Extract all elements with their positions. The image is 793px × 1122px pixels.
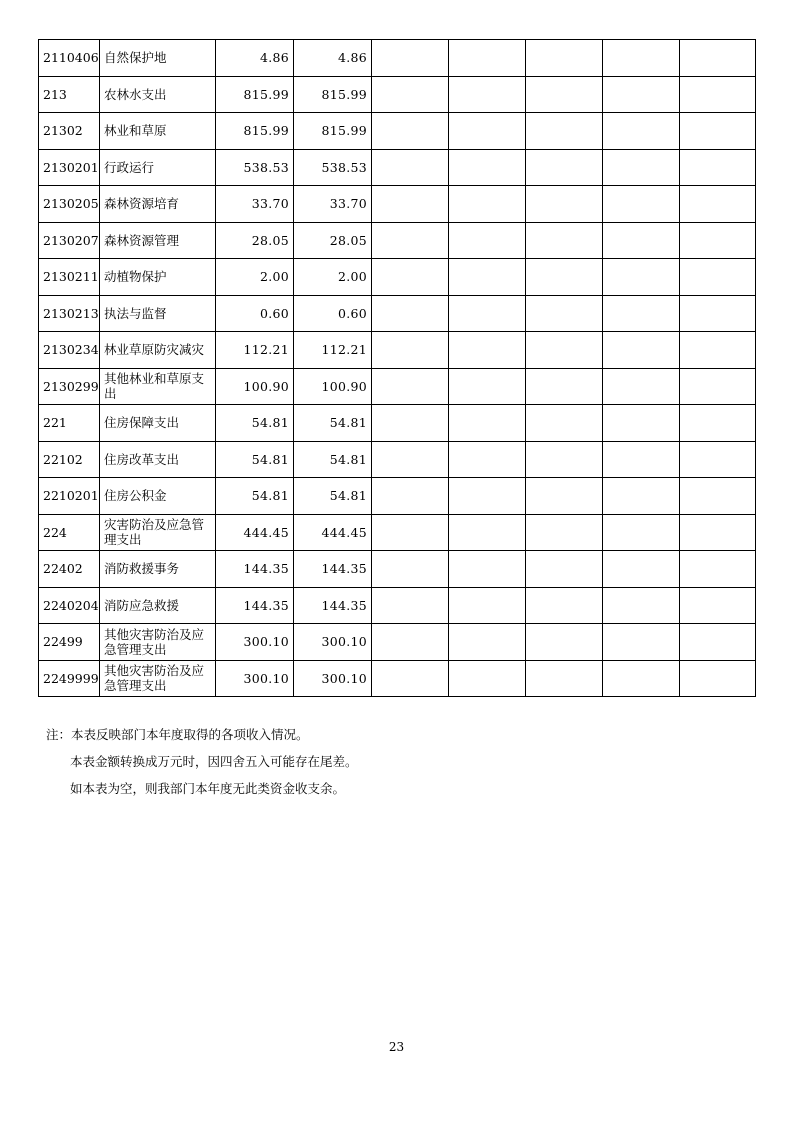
empty-amount-cell bbox=[372, 660, 449, 697]
amount-total-cell: 300.10 bbox=[216, 660, 294, 697]
subject-name-text: 消防救援事务 bbox=[104, 561, 180, 577]
empty-amount-cell bbox=[526, 587, 603, 624]
amount-total-cell: 0.60 bbox=[216, 295, 294, 332]
empty-amount-cell bbox=[526, 149, 603, 186]
subject-name-text: 住房公积金 bbox=[104, 488, 167, 504]
subject-code-cell: 2130213 bbox=[39, 295, 100, 332]
empty-amount-cell bbox=[449, 40, 526, 77]
subject-code-cell: 2110406 bbox=[39, 40, 100, 77]
table-row bbox=[39, 368, 756, 405]
amount-fiscal-cell: 2.00 bbox=[294, 259, 372, 296]
empty-amount-cell bbox=[603, 551, 680, 588]
empty-amount-cell bbox=[449, 368, 526, 405]
empty-amount-cell bbox=[526, 40, 603, 77]
table-row bbox=[39, 405, 756, 442]
subject-code-cell: 2130207 bbox=[39, 222, 100, 259]
table-row bbox=[39, 441, 756, 478]
empty-amount-cell bbox=[680, 587, 756, 624]
empty-amount-cell bbox=[526, 441, 603, 478]
empty-amount-cell bbox=[372, 222, 449, 259]
subject-name-text: 消防应急救援 bbox=[104, 597, 180, 613]
empty-amount-cell bbox=[526, 186, 603, 223]
empty-amount-cell bbox=[449, 587, 526, 624]
subject-name-text: 其他灾害防治及应急管理支出 bbox=[104, 663, 205, 694]
subject-name-cell bbox=[100, 113, 216, 150]
table-row bbox=[39, 186, 756, 223]
empty-amount-cell bbox=[449, 222, 526, 259]
empty-amount-cell bbox=[680, 295, 756, 332]
empty-amount-cell bbox=[603, 40, 680, 77]
note-2: 本表金额转换成万元时，因四舍五入可能存在尾差。 bbox=[70, 754, 358, 769]
subject-name-cell bbox=[100, 186, 216, 223]
amount-total-cell: 815.99 bbox=[216, 113, 294, 150]
table-row bbox=[39, 259, 756, 296]
subject-name-text: 其他灾害防治及应急管理支出 bbox=[104, 626, 205, 657]
empty-amount-cell bbox=[449, 295, 526, 332]
empty-amount-cell bbox=[526, 259, 603, 296]
subject-name-cell bbox=[100, 368, 216, 405]
empty-amount-cell bbox=[680, 259, 756, 296]
amount-total-cell: 100.90 bbox=[216, 368, 294, 405]
amount-total-cell: 4.86 bbox=[216, 40, 294, 77]
empty-amount-cell bbox=[449, 149, 526, 186]
empty-amount-cell bbox=[449, 478, 526, 515]
table-row bbox=[39, 660, 756, 697]
subject-name-text: 住房保障支出 bbox=[104, 415, 180, 431]
amount-total-cell: 144.35 bbox=[216, 587, 294, 624]
subject-name-text: 灾害防治及应急管理支出 bbox=[104, 517, 205, 548]
subject-name-cell bbox=[100, 478, 216, 515]
subject-code-cell: 22102 bbox=[39, 441, 100, 478]
subject-name-cell bbox=[100, 587, 216, 624]
subject-name-cell bbox=[100, 660, 216, 697]
empty-amount-cell bbox=[526, 113, 603, 150]
empty-amount-cell bbox=[372, 587, 449, 624]
empty-amount-cell bbox=[526, 222, 603, 259]
amount-fiscal-cell: 54.81 bbox=[294, 478, 372, 515]
empty-amount-cell bbox=[603, 368, 680, 405]
empty-amount-cell bbox=[449, 551, 526, 588]
empty-amount-cell bbox=[603, 149, 680, 186]
subject-name-cell bbox=[100, 259, 216, 296]
amount-fiscal-cell: 538.53 bbox=[294, 149, 372, 186]
amount-fiscal-cell: 815.99 bbox=[294, 113, 372, 150]
empty-amount-cell bbox=[680, 149, 756, 186]
empty-amount-cell bbox=[603, 624, 680, 661]
subject-code-cell: 224 bbox=[39, 514, 100, 551]
amount-total-cell: 815.99 bbox=[216, 76, 294, 113]
empty-amount-cell bbox=[526, 660, 603, 697]
table-row bbox=[39, 149, 756, 186]
subject-code-cell: 2130234 bbox=[39, 332, 100, 369]
empty-amount-cell bbox=[526, 624, 603, 661]
subject-code-cell: 2130201 bbox=[39, 149, 100, 186]
amount-fiscal-cell: 54.81 bbox=[294, 441, 372, 478]
empty-amount-cell bbox=[526, 76, 603, 113]
subject-name-text: 动植物保护 bbox=[104, 269, 167, 285]
table-row bbox=[39, 478, 756, 515]
subject-name-text: 其他林业和草原支出 bbox=[104, 371, 205, 402]
amount-fiscal-cell: 0.60 bbox=[294, 295, 372, 332]
amount-total-cell: 54.81 bbox=[216, 405, 294, 442]
subject-name-cell bbox=[100, 514, 216, 551]
table-row bbox=[39, 76, 756, 113]
empty-amount-cell bbox=[680, 405, 756, 442]
empty-amount-cell bbox=[449, 405, 526, 442]
empty-amount-cell bbox=[526, 478, 603, 515]
amount-fiscal-cell: 444.45 bbox=[294, 514, 372, 551]
empty-amount-cell bbox=[372, 405, 449, 442]
subject-name-text: 执法与监督 bbox=[104, 305, 167, 321]
empty-amount-cell bbox=[680, 76, 756, 113]
notes bbox=[46, 727, 358, 796]
empty-amount-cell bbox=[603, 259, 680, 296]
empty-amount-cell bbox=[526, 332, 603, 369]
subject-code-cell: 2210201 bbox=[39, 478, 100, 515]
amount-total-cell: 28.05 bbox=[216, 222, 294, 259]
amount-fiscal-cell: 100.90 bbox=[294, 368, 372, 405]
subject-name-cell bbox=[100, 295, 216, 332]
empty-amount-cell bbox=[372, 478, 449, 515]
table-row bbox=[39, 551, 756, 588]
empty-amount-cell bbox=[603, 587, 680, 624]
subject-name-text: 林业和草原 bbox=[104, 123, 167, 139]
table-row bbox=[39, 295, 756, 332]
table-row bbox=[39, 514, 756, 551]
empty-amount-cell bbox=[526, 551, 603, 588]
amount-total-cell: 54.81 bbox=[216, 441, 294, 478]
subject-name-text: 农林水支出 bbox=[104, 86, 167, 102]
empty-amount-cell bbox=[372, 259, 449, 296]
empty-amount-cell bbox=[449, 514, 526, 551]
amount-total-cell: 2.00 bbox=[216, 259, 294, 296]
amount-fiscal-cell: 28.05 bbox=[294, 222, 372, 259]
empty-amount-cell bbox=[449, 76, 526, 113]
empty-amount-cell bbox=[680, 514, 756, 551]
amount-total-cell: 144.35 bbox=[216, 551, 294, 588]
empty-amount-cell bbox=[372, 514, 449, 551]
subject-code-cell: 2130299 bbox=[39, 368, 100, 405]
amount-fiscal-cell: 4.86 bbox=[294, 40, 372, 77]
empty-amount-cell bbox=[372, 76, 449, 113]
table-row bbox=[39, 624, 756, 661]
empty-amount-cell bbox=[680, 660, 756, 697]
empty-amount-cell bbox=[680, 368, 756, 405]
subject-code-cell: 213 bbox=[39, 76, 100, 113]
amount-fiscal-cell: 54.81 bbox=[294, 405, 372, 442]
empty-amount-cell bbox=[526, 405, 603, 442]
empty-amount-cell bbox=[449, 660, 526, 697]
empty-amount-cell bbox=[372, 295, 449, 332]
empty-amount-cell bbox=[526, 514, 603, 551]
subject-code-cell: 22499 bbox=[39, 624, 100, 661]
subject-name-cell bbox=[100, 40, 216, 77]
note-1: 注：本表反映部门本年度取得的各项收入情况。 bbox=[46, 727, 309, 742]
amount-fiscal-cell: 112.21 bbox=[294, 332, 372, 369]
subject-name-cell bbox=[100, 551, 216, 588]
empty-amount-cell bbox=[680, 551, 756, 588]
subject-code-cell: 2240204 bbox=[39, 587, 100, 624]
table-row bbox=[39, 40, 756, 77]
subject-name-text: 行政运行 bbox=[104, 159, 155, 175]
empty-amount-cell bbox=[603, 295, 680, 332]
subject-name-cell bbox=[100, 405, 216, 442]
empty-amount-cell bbox=[372, 551, 449, 588]
empty-amount-cell bbox=[449, 441, 526, 478]
subject-name-cell bbox=[100, 76, 216, 113]
empty-amount-cell bbox=[680, 113, 756, 150]
subject-code-cell: 2130211 bbox=[39, 259, 100, 296]
empty-amount-cell bbox=[603, 186, 680, 223]
amount-total-cell: 54.81 bbox=[216, 478, 294, 515]
table-row bbox=[39, 332, 756, 369]
empty-amount-cell bbox=[526, 368, 603, 405]
empty-amount-cell bbox=[449, 113, 526, 150]
empty-amount-cell bbox=[680, 222, 756, 259]
table-body bbox=[39, 40, 756, 697]
empty-amount-cell bbox=[680, 332, 756, 369]
amount-total-cell: 538.53 bbox=[216, 149, 294, 186]
empty-amount-cell bbox=[372, 186, 449, 223]
empty-amount-cell bbox=[680, 186, 756, 223]
empty-amount-cell bbox=[680, 441, 756, 478]
empty-amount-cell bbox=[603, 76, 680, 113]
empty-amount-cell bbox=[680, 478, 756, 515]
subject-name-text: 自然保护地 bbox=[104, 50, 167, 66]
subject-name-cell bbox=[100, 624, 216, 661]
empty-amount-cell bbox=[603, 222, 680, 259]
subject-name-cell bbox=[100, 149, 216, 186]
amount-total-cell: 300.10 bbox=[216, 624, 294, 661]
amount-total-cell: 112.21 bbox=[216, 332, 294, 369]
empty-amount-cell bbox=[603, 441, 680, 478]
empty-amount-cell bbox=[372, 149, 449, 186]
subject-name-text: 林业草原防灾减灾 bbox=[104, 342, 205, 358]
empty-amount-cell bbox=[603, 405, 680, 442]
table-row bbox=[39, 222, 756, 259]
amount-fiscal-cell: 300.10 bbox=[294, 624, 372, 661]
subject-code-cell: 22402 bbox=[39, 551, 100, 588]
subject-code-cell: 2130205 bbox=[39, 186, 100, 223]
empty-amount-cell bbox=[372, 624, 449, 661]
empty-amount-cell bbox=[449, 186, 526, 223]
empty-amount-cell bbox=[372, 40, 449, 77]
subject-code-cell: 21302 bbox=[39, 113, 100, 150]
empty-amount-cell bbox=[449, 624, 526, 661]
empty-amount-cell bbox=[603, 478, 680, 515]
subject-name-text: 森林资源管理 bbox=[104, 232, 180, 248]
empty-amount-cell bbox=[680, 624, 756, 661]
table-row bbox=[39, 587, 756, 624]
empty-amount-cell bbox=[372, 368, 449, 405]
empty-amount-cell bbox=[526, 295, 603, 332]
amount-total-cell: 444.45 bbox=[216, 514, 294, 551]
empty-amount-cell bbox=[603, 514, 680, 551]
table-row bbox=[39, 113, 756, 150]
amount-total-cell: 33.70 bbox=[216, 186, 294, 223]
subject-code-cell: 2249999 bbox=[39, 660, 100, 697]
empty-amount-cell bbox=[603, 332, 680, 369]
empty-amount-cell bbox=[603, 113, 680, 150]
subject-name-cell bbox=[100, 441, 216, 478]
amount-fiscal-cell: 815.99 bbox=[294, 76, 372, 113]
subject-name-text: 森林资源培育 bbox=[104, 196, 180, 212]
subject-name-text: 住房改革支出 bbox=[104, 451, 180, 467]
empty-amount-cell bbox=[680, 40, 756, 77]
empty-amount-cell bbox=[449, 259, 526, 296]
amount-fiscal-cell: 300.10 bbox=[294, 660, 372, 697]
empty-amount-cell bbox=[372, 441, 449, 478]
empty-amount-cell bbox=[449, 332, 526, 369]
subject-name-cell bbox=[100, 222, 216, 259]
budget-table bbox=[38, 39, 756, 697]
page-number: 23 bbox=[388, 1040, 405, 1054]
empty-amount-cell bbox=[372, 332, 449, 369]
empty-amount-cell bbox=[372, 113, 449, 150]
amount-fiscal-cell: 33.70 bbox=[294, 186, 372, 223]
note-3: 如本表为空，则我部门本年度无此类资金收支余。 bbox=[70, 781, 346, 796]
subject-name-cell bbox=[100, 332, 216, 369]
subject-code-cell: 221 bbox=[39, 405, 100, 442]
amount-fiscal-cell: 144.35 bbox=[294, 551, 372, 588]
empty-amount-cell bbox=[603, 660, 680, 697]
amount-fiscal-cell: 144.35 bbox=[294, 587, 372, 624]
